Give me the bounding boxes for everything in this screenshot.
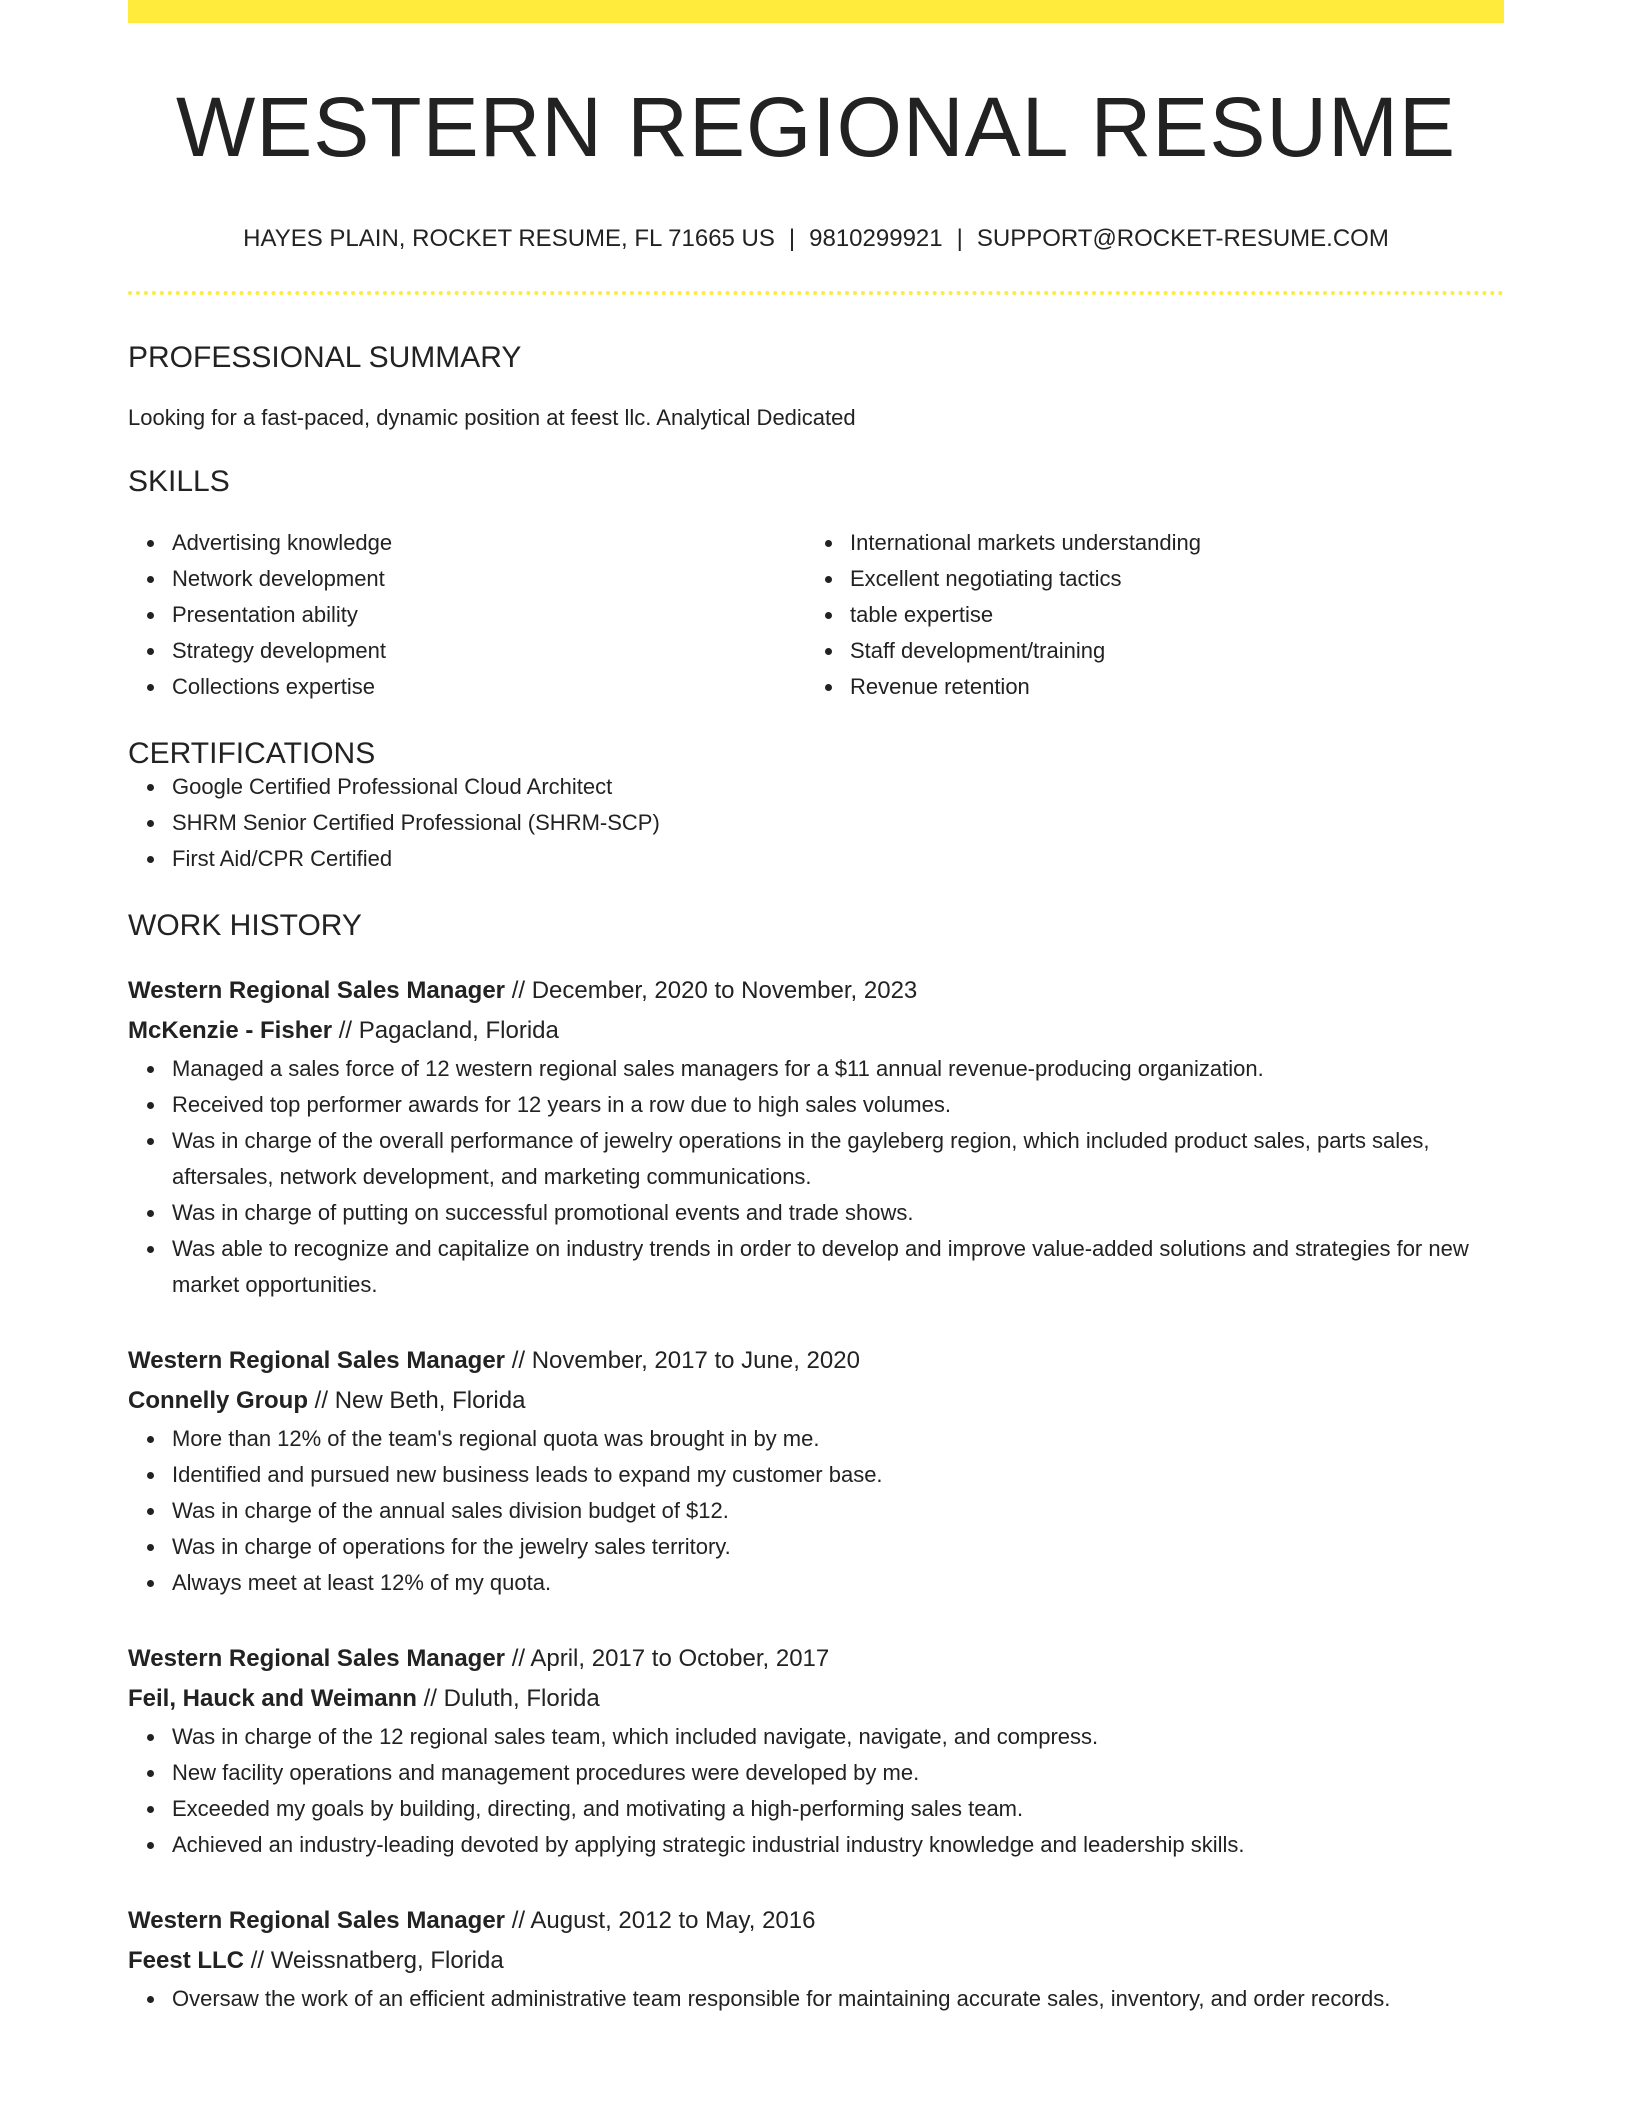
skills-column-right xyxy=(806,525,1484,705)
job-bullet: Achieved an industry-leading devoted by applying strategic industrial industry knowledge and leadership skills. xyxy=(172,1827,1504,1863)
certifications-heading: CERTIFICATIONS xyxy=(128,737,376,771)
skill-item: Staff development/training xyxy=(850,633,1484,669)
skills-column-left xyxy=(128,525,806,705)
job-bullets xyxy=(128,1981,1504,2017)
job-dates: April, 2017 to October, 2017 xyxy=(530,1645,830,1673)
dotted-divider xyxy=(128,291,1504,295)
skills-list-left xyxy=(128,525,806,705)
job-role: Western Regional Sales Manager xyxy=(128,1347,506,1375)
skill-item: table expertise xyxy=(850,597,1484,633)
contact-separator: | xyxy=(956,225,963,252)
skill-item: Strategy development xyxy=(172,633,806,669)
job-bullet: Was in charge of putting on successful promotional events and trade shows. xyxy=(172,1195,1504,1231)
job-bullet: Was in charge of the overall performance of jewelry operations in the gayleberg region, which included product sales, parts sales, aftersales, network development, and marketing communications. xyxy=(172,1123,1504,1195)
summary-heading: PROFESSIONAL SUMMARY xyxy=(128,341,522,374)
job-entry xyxy=(128,1901,1504,2017)
job-location: Duluth, Florida xyxy=(443,1685,600,1713)
job-divider: // xyxy=(511,1645,526,1673)
job-divider: // xyxy=(250,1947,265,1975)
contact-phone: 9810299921 xyxy=(809,225,943,252)
job-bullets xyxy=(128,1421,1504,1601)
job-company: Connelly Group xyxy=(128,1387,308,1415)
skill-item: Advertising knowledge xyxy=(172,525,806,561)
skill-item: Network development xyxy=(172,561,806,597)
job-company: McKenzie - Fisher xyxy=(128,1017,333,1045)
resume-title: WESTERN REGIONAL RESUME xyxy=(175,80,1457,174)
job-bullet: Was able to recognize and capitalize on industry trends in order to develop and improve value-added solutions and strategies for new market opportunities. xyxy=(172,1231,1504,1303)
job-bullet: Was in charge of the 12 regional sales team, which included navigate, navigate, and compress. xyxy=(172,1719,1504,1755)
skill-item: Excellent negotiating tactics xyxy=(850,561,1484,597)
skill-item: Revenue retention xyxy=(850,669,1484,705)
job-dates: August, 2012 to May, 2016 xyxy=(530,1907,816,1935)
certification-item: Google Certified Professional Cloud Architect xyxy=(172,769,1504,805)
skills-heading: SKILLS xyxy=(128,465,230,499)
job-bullet: Managed a sales force of 12 western regional sales managers for a $11 annual revenue-producing organization. xyxy=(172,1051,1504,1087)
summary-text: Looking for a fast-paced, dynamic position at feest llc. Analytical Dedicated xyxy=(128,405,856,430)
job-divider: // xyxy=(511,1347,526,1375)
skills-list-right xyxy=(806,525,1484,705)
contact-address: HAYES PLAIN, ROCKET RESUME, FL 71665 US xyxy=(243,225,775,252)
job-bullet: Oversaw the work of an efficient administrative team responsible for maintaining accurate sales, inventory, and order records. xyxy=(172,1981,1504,2017)
contact-line xyxy=(128,227,1504,251)
job-entry xyxy=(128,1639,1504,1863)
job-title-line xyxy=(128,1639,1504,1679)
job-bullet: More than 12% of the team's regional quota was brought in by me. xyxy=(172,1421,1504,1457)
certification-item: First Aid/CPR Certified xyxy=(172,841,1504,877)
job-title-line xyxy=(128,1901,1504,1941)
job-divider: // xyxy=(338,1017,353,1045)
job-divider: // xyxy=(511,1907,526,1935)
job-bullet: Was in charge of the annual sales division budget of $12. xyxy=(172,1493,1504,1529)
certification-item: SHRM Senior Certified Professional (SHRM-SCP) xyxy=(172,805,1504,841)
job-dates: December, 2020 to November, 2023 xyxy=(531,977,918,1005)
job-divider: // xyxy=(511,977,526,1005)
job-company-line xyxy=(128,1011,1504,1051)
job-entry xyxy=(128,1341,1504,1601)
job-bullet: Exceeded my goals by building, directing, and motivating a high-performing sales team. xyxy=(172,1791,1504,1827)
job-bullets xyxy=(128,1051,1504,1303)
job-dates: November, 2017 to June, 2020 xyxy=(531,1347,860,1375)
contact-email: SUPPORT@ROCKET-RESUME.COM xyxy=(976,225,1389,252)
skill-item: Presentation ability xyxy=(172,597,806,633)
job-bullet: Received top performer awards for 12 years in a row due to high sales volumes. xyxy=(172,1087,1504,1123)
job-company-line xyxy=(128,1679,1504,1719)
work-history-heading: WORK HISTORY xyxy=(128,909,362,943)
job-title-line xyxy=(128,971,1504,1011)
job-role: Western Regional Sales Manager xyxy=(128,1907,506,1935)
job-role: Western Regional Sales Manager xyxy=(128,1645,506,1673)
skill-item: International markets understanding xyxy=(850,525,1484,561)
job-divider: // xyxy=(423,1685,437,1713)
certifications-list xyxy=(128,769,1504,877)
skills-columns xyxy=(128,525,1504,705)
job-divider: // xyxy=(314,1387,329,1415)
job-location: Weissnatberg, Florida xyxy=(270,1947,504,1975)
contact-separator: | xyxy=(788,225,796,252)
job-company-line xyxy=(128,1941,1504,1981)
skill-item: Collections expertise xyxy=(172,669,806,705)
job-bullets xyxy=(128,1719,1504,1863)
accent-bar xyxy=(128,0,1504,23)
job-entry xyxy=(128,971,1504,1303)
job-title-line xyxy=(128,1341,1504,1381)
job-location: Pagacland, Florida xyxy=(358,1017,559,1045)
job-company: Feil, Hauck and Weimann xyxy=(128,1685,417,1713)
job-role: Western Regional Sales Manager xyxy=(128,977,506,1005)
job-location: New Beth, Florida xyxy=(334,1387,526,1415)
job-company-line xyxy=(128,1381,1504,1421)
resume-page xyxy=(128,0,1504,2017)
job-bullet: Identified and pursued new business leads to expand my customer base. xyxy=(172,1457,1504,1493)
job-bullet: New facility operations and management procedures were developed by me. xyxy=(172,1755,1504,1791)
job-bullet: Was in charge of operations for the jewelry sales territory. xyxy=(172,1529,1504,1565)
job-company: Feest LLC xyxy=(128,1947,245,1975)
job-bullet: Always meet at least 12% of my quota. xyxy=(172,1565,1504,1601)
